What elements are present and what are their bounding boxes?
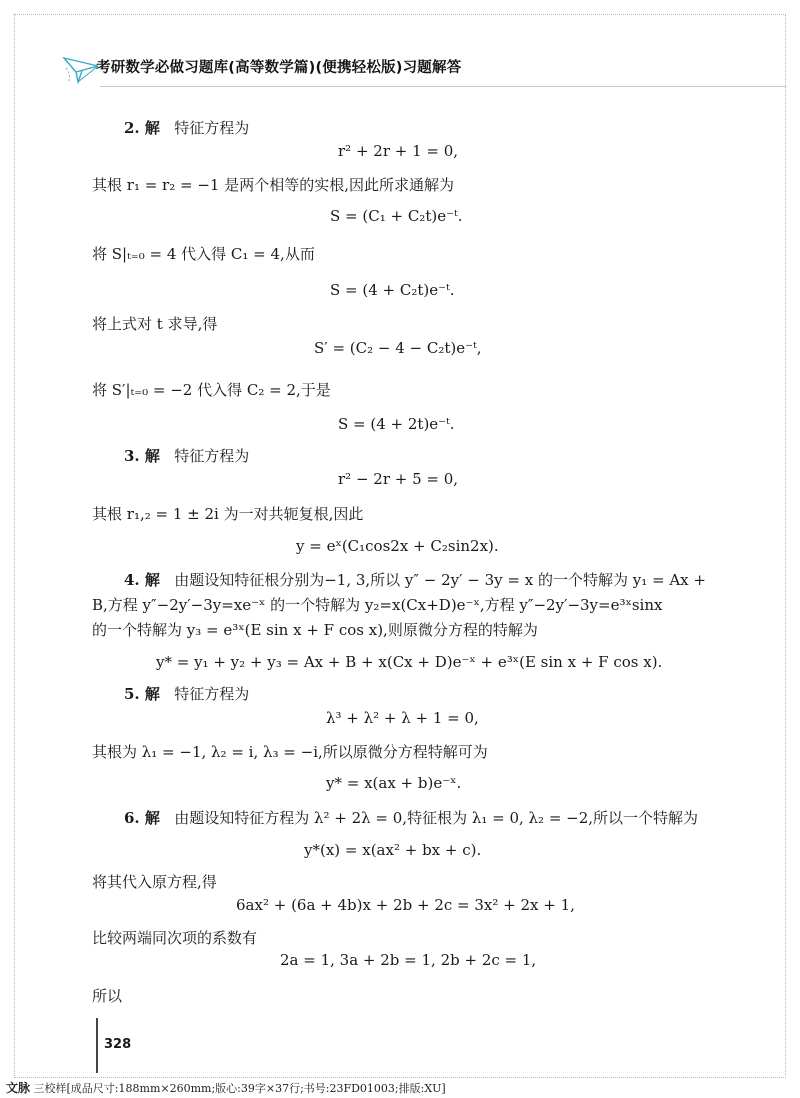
page-number-rule — [96, 1018, 98, 1073]
section-intro: 特征方程为 — [174, 119, 250, 137]
footer-brand: 文脉 — [6, 1081, 31, 1095]
paragraph-line: 其根为 λ₁ = −1, λ₂ = i, λ₃ = −i,所以原微分方程特解可为 — [92, 743, 488, 761]
paragraph-line: 的一个特解为 y₃ = e³ˣ(E sin x + F cos x),则原微分方程的特解为 — [92, 621, 538, 639]
equation: y* = x(ax + b)e⁻ˣ. — [326, 774, 462, 792]
equation: 6ax² + (6a + 4b)x + 2b + 2c = 3x² + 2x + 1, — [236, 896, 575, 914]
paragraph-line: B,方程 y″−2y′−3y=xe⁻ˣ 的一个特解为 y₂=x(Cx+D)e⁻ˣ,方程 y″−2y′−3y=e³ˣsinx — [92, 596, 663, 614]
section-3-heading — [124, 446, 249, 466]
paragraph-line: 其根 r₁ = r₂ = −1 是两个相等的实根,因此所求通解为 — [92, 176, 454, 194]
equation: y*(x) = x(ax² + bx + c). — [304, 841, 482, 859]
section-5-heading — [124, 684, 249, 704]
section-label: 2. 解 — [124, 119, 160, 137]
section-text: 由题设知特征方程为 λ² + 2λ = 0,特征根为 λ₁ = 0, λ₂ = −2,所以一个特解为 — [174, 809, 699, 827]
paragraph-line: 将 S|ₜ₌₀ = 4 代入得 C₁ = 4,从而 — [92, 245, 315, 263]
page-number: 328 — [104, 1037, 132, 1052]
section-label: 4. 解 — [124, 571, 160, 589]
equation: y = eˣ(C₁cos2x + C₂sin2x). — [296, 537, 499, 555]
equation: λ³ + λ² + λ + 1 = 0, — [326, 709, 479, 727]
paragraph-line: 比较两端同次项的系数有 — [92, 929, 258, 947]
equation: 2a = 1, 3a + 2b = 1, 2b + 2c = 1, — [280, 951, 537, 969]
section-label: 6. 解 — [124, 809, 160, 827]
equation: y* = y₁ + y₂ + y₃ = Ax + B + x(Cx + D)e⁻ˣ + e³ˣ(E sin x + F cos x). — [156, 653, 663, 671]
equation: S′ = (C₂ − 4 − C₂t)e⁻ᵗ, — [314, 339, 482, 357]
paragraph-line: 其根 r₁,₂ = 1 ± 2i 为一对共轭复根,因此 — [92, 505, 364, 523]
paragraph-line: 所以 — [92, 987, 123, 1005]
section-4-heading — [124, 570, 706, 590]
book-title: 考研数学必做习题库(高等数学篇)(便携轻松版)习题解答 — [96, 60, 462, 76]
section-6-heading — [124, 808, 698, 828]
section-label: 5. 解 — [124, 685, 160, 703]
equation: S = (4 + 2t)e⁻ᵗ. — [338, 415, 455, 433]
equation: r² − 2r + 5 = 0, — [338, 470, 459, 488]
paragraph-line: 将 S′|ₜ₌₀ = −2 代入得 C₂ = 2,于是 — [92, 381, 331, 399]
section-2-heading — [124, 118, 249, 138]
paragraph-line: 将上式对 t 求导,得 — [92, 315, 218, 333]
section-intro: 特征方程为 — [174, 447, 250, 465]
print-footer — [6, 1081, 446, 1096]
section-intro: 特征方程为 — [174, 685, 250, 703]
equation: S = (C₁ + C₂t)e⁻ᵗ. — [330, 207, 463, 225]
section-label: 3. 解 — [124, 447, 160, 465]
equation: S = (4 + C₂t)e⁻ᵗ. — [330, 281, 455, 299]
footer-text: 三校样[成品尺寸:188mm×260mm;版心:39字×37行;书号:23FD01003;排版:XU] — [33, 1082, 446, 1095]
section-text: 由题设知特征根分别为−1, 3,所以 y″ − 2y′ − 3y = x 的一个特解为 y₁ = Ax + — [174, 571, 706, 589]
equation: r² + 2r + 1 = 0, — [338, 142, 459, 160]
paragraph-line: 将其代入原方程,得 — [92, 873, 217, 891]
